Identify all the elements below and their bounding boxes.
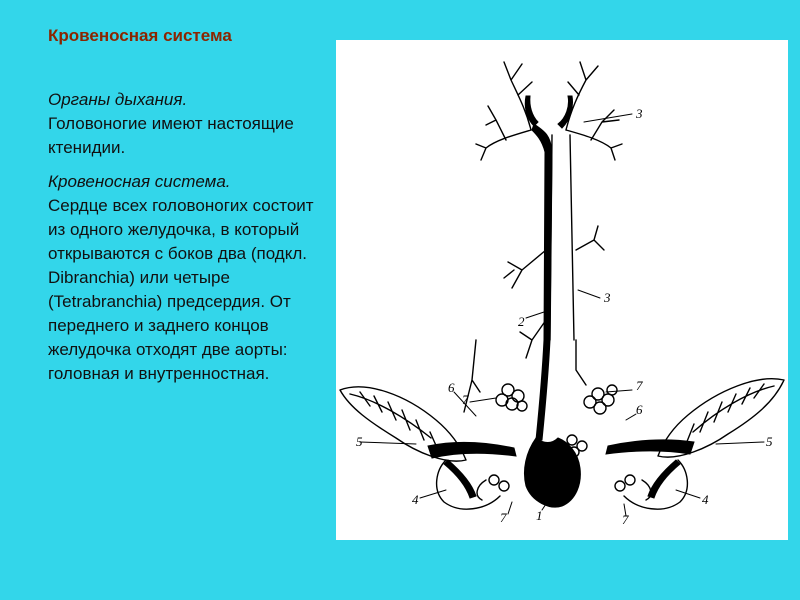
- right-branchial-vein: [606, 440, 694, 454]
- left-branchial-vein: [428, 442, 516, 458]
- label-7-lower-right: 7: [622, 512, 629, 527]
- label-3-mid: 3: [604, 290, 611, 305]
- text-block: [48, 88, 318, 396]
- label-3-top: 3: [636, 106, 643, 121]
- cephalic-aorta: [532, 124, 552, 440]
- label-6-left: 6: [448, 380, 455, 395]
- slide-title: Кровеносная система: [48, 26, 232, 45]
- paragraph-lead: Кровеносная система.: [48, 172, 231, 191]
- label-4-left: 4: [412, 492, 419, 507]
- diagram-svg: [336, 40, 788, 540]
- ventricle: [524, 438, 580, 507]
- paragraph-lead: Органы дыхания.: [48, 90, 188, 109]
- paragraph-circulation: [48, 170, 318, 386]
- paragraph-respiration: [48, 88, 318, 160]
- label-5-right: 5: [766, 434, 773, 449]
- label-7-upper-right: 7: [636, 378, 643, 393]
- circulatory-system-diagram: [336, 40, 788, 540]
- main-vessels: [428, 96, 694, 507]
- left-gill-vessel: [444, 460, 476, 498]
- right-gill-vessel: [648, 460, 680, 498]
- label-4-right: 4: [702, 492, 709, 507]
- paragraph-body: Головоногие имеют настоящие ктенидии.: [48, 114, 294, 157]
- label-6-right: 6: [636, 402, 643, 417]
- label-7-upper-left: 7: [462, 392, 469, 407]
- label-5-left: 5: [356, 434, 363, 449]
- aorta-fork-right: [558, 96, 573, 128]
- label-2: 2: [518, 314, 525, 329]
- paragraph-body: Сердце всех головоногих состоит из одного желудочка, в который открываются с боков два (подкл. Dibranchia) или четыре (Tetrabranchia) предсердия. От переднего и заднего концов желудочка отходят две аорты: головная и внутренностная.: [48, 196, 314, 383]
- side-branches: [464, 226, 604, 412]
- aorta-fork-left: [525, 96, 538, 126]
- label-7-lower-left: 7: [500, 510, 507, 525]
- label-1: 1: [536, 508, 543, 523]
